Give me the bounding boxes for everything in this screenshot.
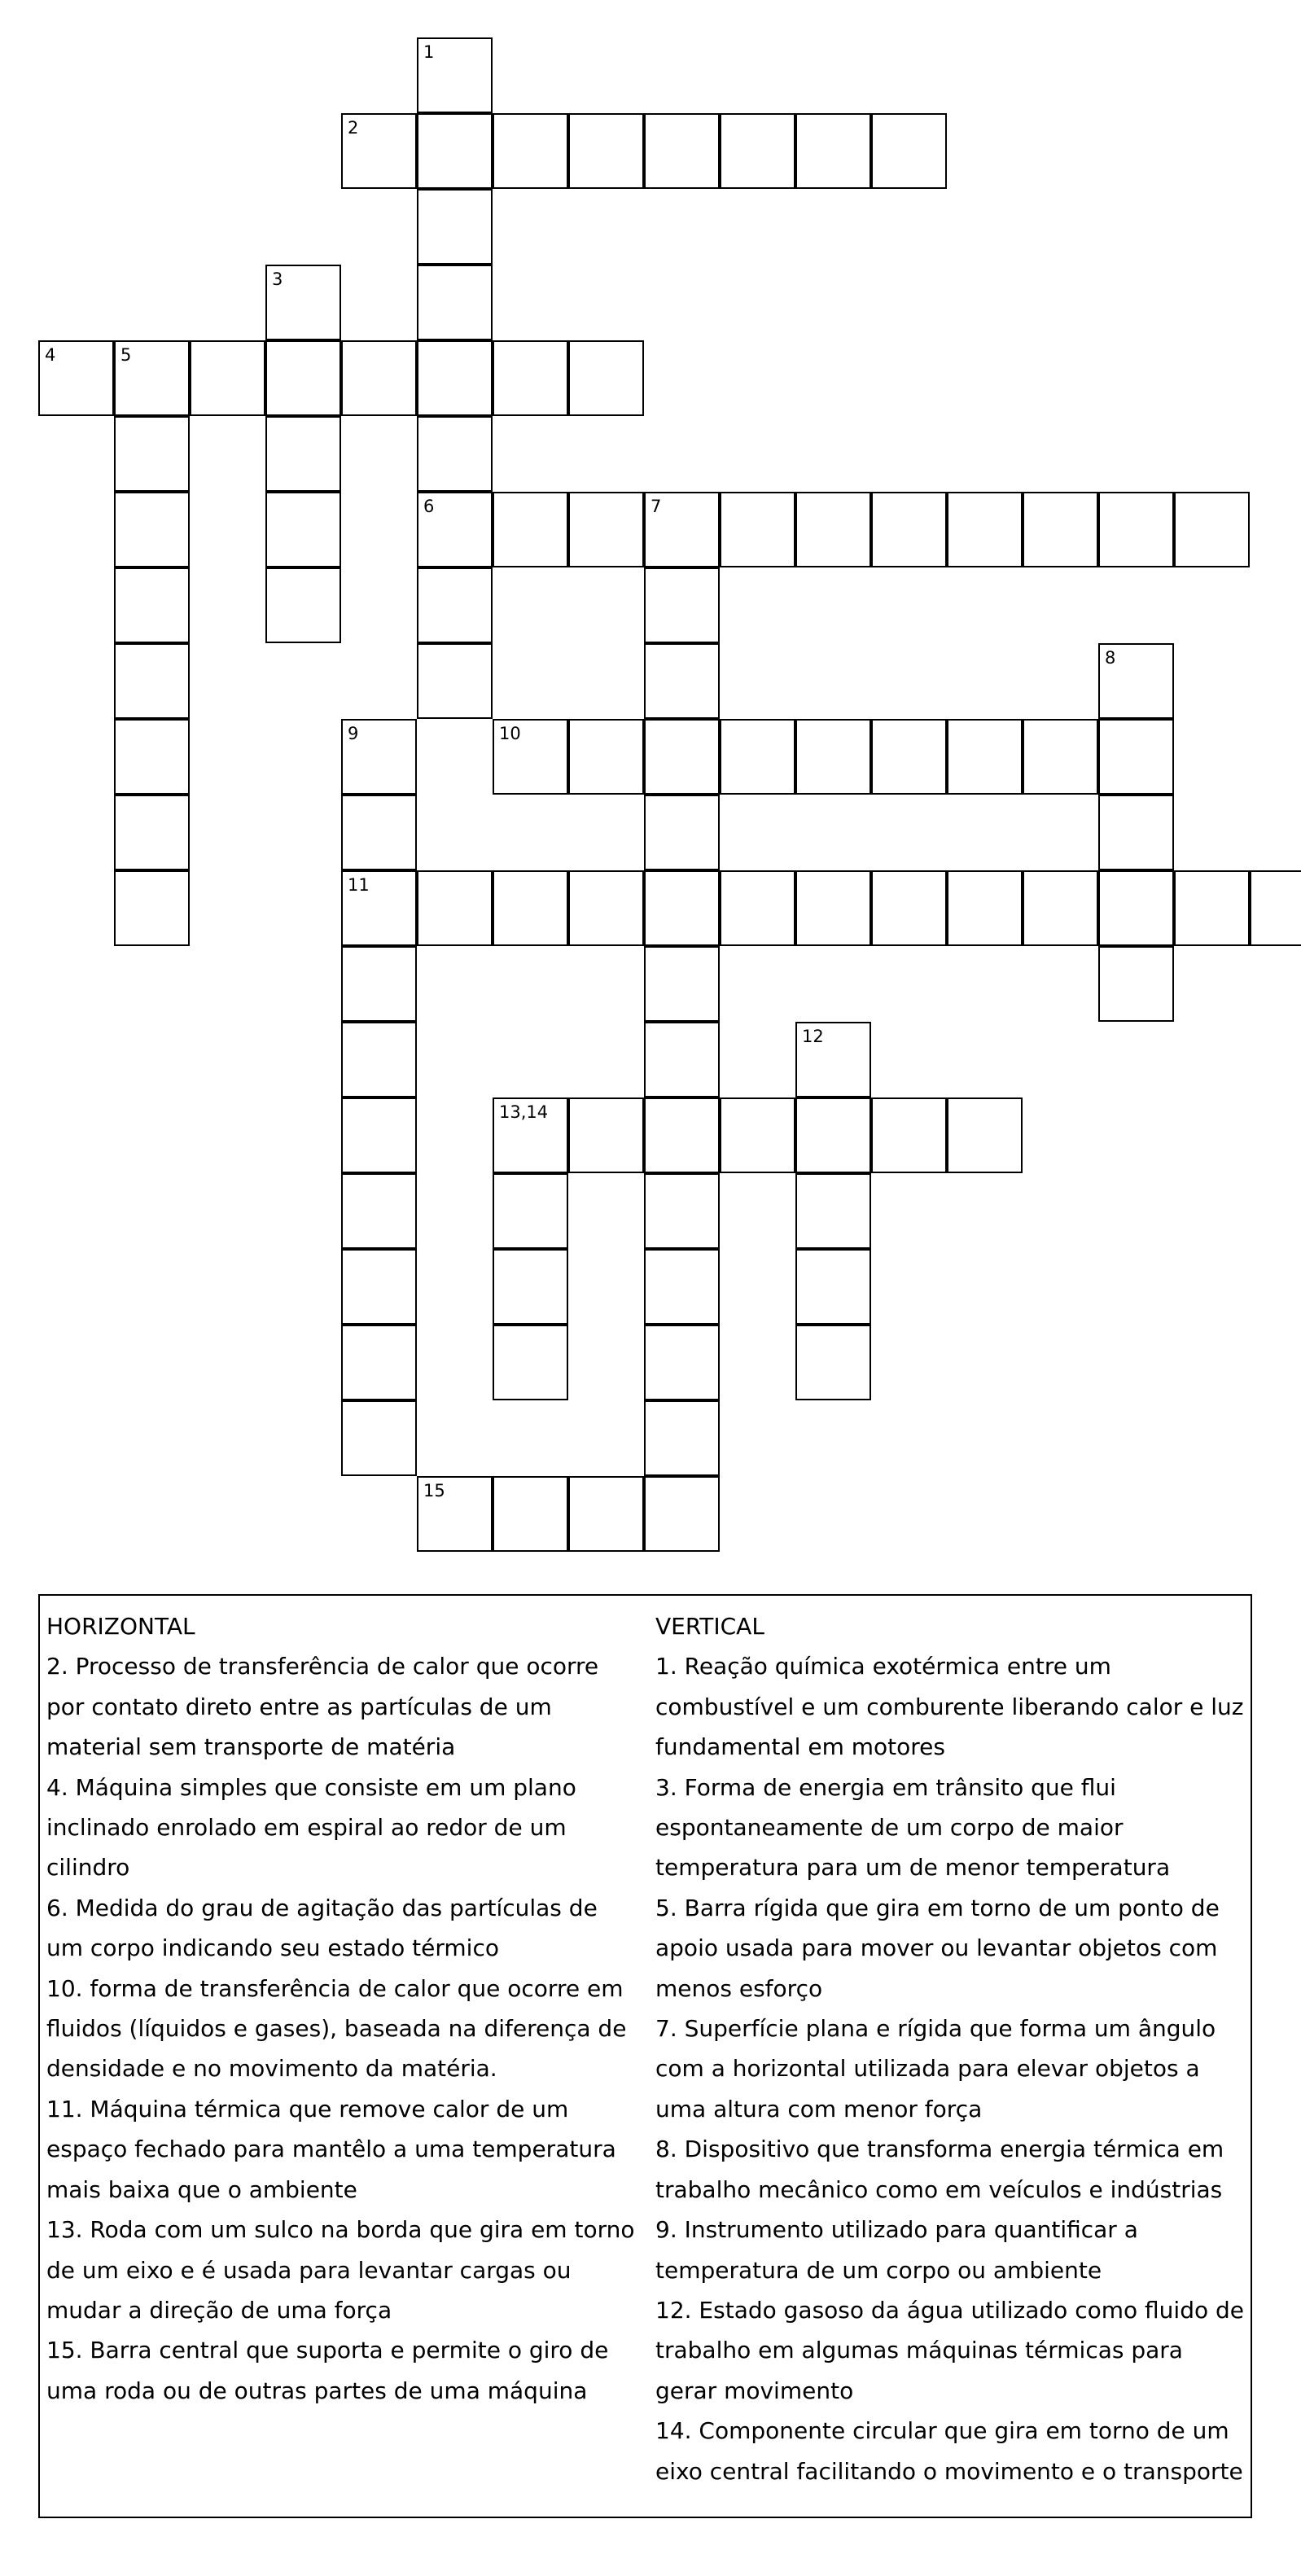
grid-cell[interactable]: [265, 416, 341, 492]
grid-cell[interactable]: [114, 870, 190, 946]
grid-cell[interactable]: [947, 1097, 1023, 1173]
grid-cell[interactable]: [720, 870, 795, 946]
grid-cell[interactable]: [568, 1476, 644, 1552]
grid-cell[interactable]: [720, 113, 795, 189]
grid-cell[interactable]: [871, 719, 947, 795]
grid-cell[interactable]: [417, 37, 493, 113]
grid-cell[interactable]: [720, 1097, 795, 1173]
clue-v-3: 3. Forma de energia em trânsito que flui espontaneamente de um corpo de maior temperatura para um de menor temperatura: [655, 1773, 1171, 1882]
grid-cell[interactable]: [114, 795, 190, 870]
grid-cell[interactable]: [1098, 643, 1174, 719]
clue-h-4: 4. Máquina simples que consiste em um plano inclinado enrolado em espiral ao redor de um cilindro: [46, 1773, 576, 1882]
vertical-clues: [655, 1606, 1246, 2491]
grid-cell[interactable]: [493, 113, 568, 189]
grid-cell[interactable]: [720, 719, 795, 795]
clue-v-8: 8. Dispositivo que transforma energia térmica em trabalho mecânico como em veículos e indústrias: [655, 2136, 1224, 2203]
clue-v-7: 7. Superfície plana e rígida que forma um ângulo com a horizontal utilizada para elevar objetos a uma altura com menor força: [655, 2015, 1216, 2123]
grid-cell[interactable]: [493, 1249, 568, 1325]
clue-v-5: 5. Barra rígida que gira em torno de um ponto de apoio usada para mover ou levantar objetos com menos esforço: [655, 1894, 1220, 2002]
grid-cell[interactable]: [341, 946, 417, 1022]
grid-cell[interactable]: [871, 870, 947, 946]
grid-cell[interactable]: [644, 1325, 720, 1400]
grid-cell[interactable]: [644, 492, 720, 567]
grid-cell[interactable]: [1023, 492, 1098, 567]
grid-cell[interactable]: [795, 492, 871, 567]
grid-cell[interactable]: [795, 1097, 871, 1173]
grid-cell[interactable]: [1098, 492, 1174, 567]
grid-cell[interactable]: [341, 870, 417, 946]
clues-box: [38, 1594, 1252, 2518]
grid-cell[interactable]: [1098, 870, 1174, 946]
clue-v-9: 9. Instrumento utilizado para quantificar a temperatura de um corpo ou ambiente: [655, 2216, 1138, 2284]
clue-number: 11: [348, 875, 370, 895]
grid-cell[interactable]: [644, 113, 720, 189]
clue-h-10: 10. forma de transferência de calor que ocorre em fluidos (líquidos e gases), baseada na diferença de densidade e no movimento da matéria.: [46, 1974, 627, 2083]
grid-cell[interactable]: [114, 643, 190, 719]
clue-number: 12: [802, 1027, 824, 1046]
grid-cell[interactable]: [114, 340, 190, 416]
clue-v-12: 12. Estado gasoso da água utilizado como fluido de trabalho em algumas máquinas térmicas para gerar movimento: [655, 2296, 1245, 2404]
clue-number: 6: [423, 497, 435, 516]
grid-cell[interactable]: [644, 946, 720, 1022]
vertical-heading: VERTICAL: [655, 1613, 764, 1640]
grid-cell[interactable]: [265, 265, 341, 340]
grid-cell[interactable]: [795, 719, 871, 795]
grid-cell[interactable]: [795, 1022, 871, 1097]
grid-cell[interactable]: [644, 719, 720, 795]
grid-cell[interactable]: [417, 113, 493, 189]
grid-cell[interactable]: [947, 870, 1023, 946]
grid-cell[interactable]: [417, 189, 493, 265]
grid-cell[interactable]: [493, 340, 568, 416]
grid-cell[interactable]: [341, 340, 417, 416]
grid-cell[interactable]: [114, 416, 190, 492]
grid-cell[interactable]: [1023, 870, 1098, 946]
grid-cell[interactable]: [493, 1173, 568, 1249]
grid-cell[interactable]: [644, 643, 720, 719]
clue-number: 2: [348, 118, 359, 138]
grid-cell[interactable]: [341, 1097, 417, 1173]
grid-cell[interactable]: [644, 1476, 720, 1552]
grid-cell[interactable]: [568, 340, 644, 416]
grid-cell[interactable]: [1098, 946, 1174, 1022]
clue-number: 4: [45, 345, 56, 365]
grid-cell[interactable]: [38, 340, 114, 416]
grid-cell[interactable]: [190, 340, 265, 416]
grid-cell[interactable]: [417, 870, 493, 946]
grid-cell[interactable]: [265, 340, 341, 416]
clue-number: 8: [1105, 648, 1116, 668]
grid-cell[interactable]: [493, 870, 568, 946]
grid-cell[interactable]: [644, 1097, 720, 1173]
clue-h-2: 2. Processo de transferência de calor que ocorre por contato direto entre as partículas de um material sem transporte de matéria: [46, 1653, 599, 1761]
grid-cell[interactable]: [417, 1476, 493, 1552]
grid-cell[interactable]: [947, 719, 1023, 795]
grid-cell[interactable]: [644, 870, 720, 946]
grid-cell[interactable]: [795, 1325, 871, 1400]
grid-cell[interactable]: [493, 1476, 568, 1552]
grid-cell[interactable]: [341, 795, 417, 870]
grid-cell[interactable]: [341, 1400, 417, 1476]
grid-cell[interactable]: [417, 643, 493, 719]
grid-cell[interactable]: [795, 870, 871, 946]
grid-cell[interactable]: [1023, 719, 1098, 795]
clue-h-11: 11. Máquina térmica que remove calor de um espaço fechado para mantêlo a uma temperatura mais baixa que o ambiente: [46, 2095, 616, 2203]
grid-cell[interactable]: [341, 719, 417, 795]
grid-cell[interactable]: [795, 1173, 871, 1249]
clue-number: 3: [272, 269, 283, 289]
grid-cell[interactable]: [1174, 870, 1250, 946]
grid-cell[interactable]: [720, 492, 795, 567]
clue-h-6: 6. Medida do grau de agitação das partículas de um corpo indicando seu estado térmico: [46, 1894, 598, 1962]
grid-cell[interactable]: [341, 1249, 417, 1325]
grid-cell[interactable]: [265, 492, 341, 567]
horizontal-heading: HORIZONTAL: [46, 1613, 195, 1640]
clue-number: 5: [120, 345, 132, 365]
grid-cell[interactable]: [568, 492, 644, 567]
grid-cell[interactable]: [417, 340, 493, 416]
clue-number: 13,14: [499, 1102, 549, 1122]
grid-cell[interactable]: [568, 1097, 644, 1173]
grid-cell[interactable]: [644, 1400, 720, 1476]
grid-cell[interactable]: [341, 1022, 417, 1097]
grid-cell[interactable]: [493, 1325, 568, 1400]
clue-number: 10: [499, 724, 521, 743]
clue-v-14: 14. Componente circular que gira em torno de um eixo central facilitando o movimento e o transporte: [655, 2417, 1243, 2485]
grid-cell[interactable]: [644, 1249, 720, 1325]
clue-number: 7: [650, 497, 662, 516]
grid-cell[interactable]: [114, 567, 190, 643]
grid-cell[interactable]: [417, 265, 493, 340]
grid-cell[interactable]: [871, 113, 947, 189]
clue-v-1: 1. Reação química exotérmica entre um combustível e um comburente liberando calor e luz fundamental em motores: [655, 1653, 1244, 1761]
grid-cell[interactable]: [114, 492, 190, 567]
grid-cell[interactable]: [795, 1249, 871, 1325]
grid-cell[interactable]: [947, 492, 1023, 567]
grid-cell[interactable]: [1250, 870, 1301, 946]
grid-cell[interactable]: [493, 492, 568, 567]
grid-cell[interactable]: [1174, 492, 1250, 567]
grid-cell[interactable]: [114, 719, 190, 795]
grid-cell[interactable]: [568, 719, 644, 795]
grid-cell[interactable]: [795, 113, 871, 189]
grid-cell[interactable]: [417, 567, 493, 643]
grid-cell[interactable]: [568, 870, 644, 946]
clue-number: 9: [348, 724, 359, 743]
grid-cell[interactable]: [417, 416, 493, 492]
grid-cell[interactable]: [871, 492, 947, 567]
horizontal-clues: [46, 1606, 641, 2411]
grid-cell[interactable]: [1098, 795, 1174, 870]
grid-cell[interactable]: [644, 1173, 720, 1249]
grid-cell[interactable]: [1098, 719, 1174, 795]
grid-cell[interactable]: [644, 1022, 720, 1097]
clue-number: 1: [423, 42, 435, 62]
grid-cell[interactable]: [341, 1325, 417, 1400]
grid-cell[interactable]: [871, 1097, 947, 1173]
grid-cell[interactable]: [644, 567, 720, 643]
grid-cell[interactable]: [644, 795, 720, 870]
grid-cell[interactable]: [568, 113, 644, 189]
clue-number: 15: [423, 1481, 445, 1500]
grid-cell[interactable]: [341, 1173, 417, 1249]
grid-cell[interactable]: [341, 113, 417, 189]
grid-cell[interactable]: [493, 719, 568, 795]
clue-h-15: 15. Barra central que suporta e permite o giro de uma roda ou de outras partes de uma máquina: [46, 2337, 609, 2404]
grid-cell[interactable]: [493, 1097, 568, 1173]
grid-cell[interactable]: [417, 492, 493, 567]
clue-h-13: 13. Roda com um sulco na borda que gira em torno de um eixo e é usada para levantar cargas ou mudar a direção de uma força: [46, 2216, 635, 2324]
grid-cell[interactable]: [265, 567, 341, 643]
